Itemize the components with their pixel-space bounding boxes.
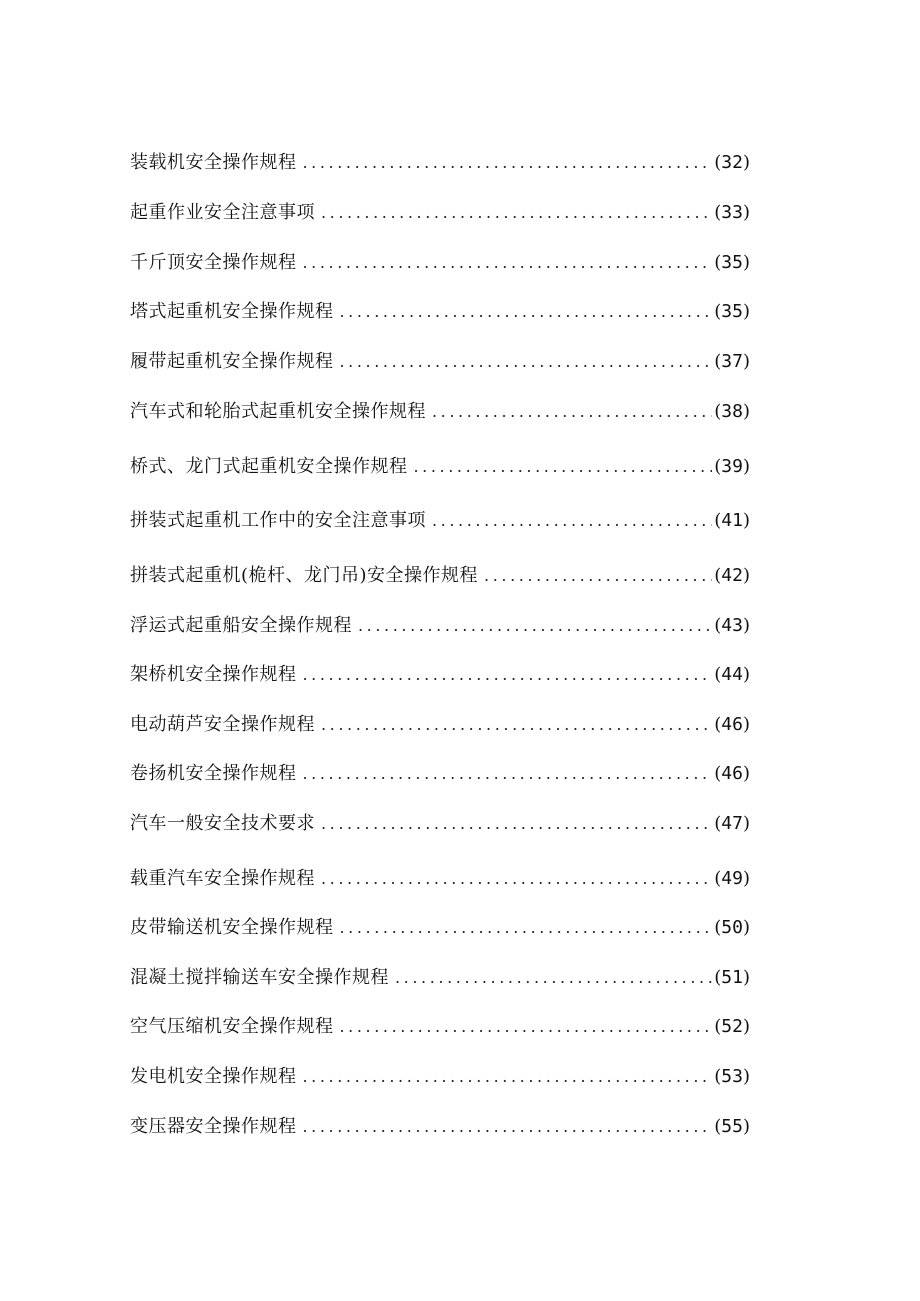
toc-entry-title: 起重作业安全注意事项 — [130, 202, 315, 223]
toc-entry[interactable] — [130, 248, 750, 278]
toc-page-number: 38 — [721, 401, 743, 422]
toc-page-number: 33 — [721, 202, 743, 223]
toc-entry[interactable] — [130, 963, 750, 993]
toc-page-number: 47 — [721, 813, 743, 834]
toc-entry[interactable] — [130, 561, 750, 591]
toc-page-number: 37 — [721, 351, 743, 372]
toc-entry-title: 架桥机安全操作规程 — [130, 664, 297, 685]
toc-page-number: 41 — [721, 510, 743, 531]
toc-entry-page: (52) — [714, 1016, 750, 1037]
toc-entry-page: (55) — [714, 1116, 750, 1137]
toc-entry-title: 卷扬机安全操作规程 — [130, 763, 297, 784]
toc-entry[interactable] — [130, 397, 750, 427]
toc-entry-page: (49) — [714, 868, 750, 889]
toc-dot-leader — [321, 198, 712, 228]
toc-dot-leader — [340, 913, 713, 943]
toc-entry[interactable] — [130, 660, 750, 690]
toc-entry-title: 拼装式起重机(桅杆、龙门吊)安全操作规程 — [130, 565, 479, 586]
toc-page-number: 51 — [721, 967, 743, 988]
toc-dot-leader — [321, 864, 712, 894]
toc-dot-leader — [484, 561, 712, 591]
toc-entry-page: (35) — [714, 252, 750, 273]
toc-dot-leader — [303, 1062, 713, 1092]
toc-entry-title: 桥式、龙门式起重机安全操作规程 — [130, 456, 408, 477]
toc-page-number: 39 — [721, 456, 743, 477]
toc-page-number: 32 — [721, 152, 743, 173]
toc-dot-leader — [303, 759, 713, 789]
toc-dot-leader — [414, 452, 713, 482]
toc-page-number: 43 — [721, 615, 743, 636]
toc-dot-leader — [340, 1012, 713, 1042]
toc-page-number: 35 — [721, 301, 743, 322]
toc-entry-page: (33) — [714, 202, 750, 223]
toc-entry[interactable] — [130, 1012, 750, 1042]
toc-entry-title: 载重汽车安全操作规程 — [130, 868, 315, 889]
toc-entry-title: 拼装式起重机工作中的安全注意事项 — [130, 510, 426, 531]
toc-entry-title: 浮运式起重船安全操作规程 — [130, 615, 352, 636]
toc-entry[interactable] — [130, 759, 750, 789]
toc-entry-title: 发电机安全操作规程 — [130, 1066, 297, 1087]
toc-entry[interactable] — [130, 611, 750, 641]
toc-dot-leader — [303, 248, 713, 278]
toc-entry-page: (38) — [714, 401, 750, 422]
toc-entry-title: 汽车式和轮胎式起重机安全操作规程 — [130, 401, 426, 422]
toc-entry[interactable] — [130, 452, 750, 482]
toc-dot-leader — [358, 611, 712, 641]
toc-entry[interactable] — [130, 913, 750, 943]
toc-entry[interactable] — [130, 148, 750, 178]
toc-page-number: 35 — [721, 252, 743, 273]
toc-dot-leader — [340, 297, 713, 327]
toc-entry-page: (43) — [714, 615, 750, 636]
toc-entry-page: (35) — [714, 301, 750, 322]
toc-entry-page: (32) — [714, 152, 750, 173]
toc-entry[interactable] — [130, 297, 750, 327]
toc-entry[interactable] — [130, 1062, 750, 1092]
toc-entry-title: 装载机安全操作规程 — [130, 152, 297, 173]
toc-dot-leader — [432, 397, 712, 427]
toc-entry-page: (53) — [714, 1066, 750, 1087]
toc-dot-leader — [303, 1112, 713, 1142]
toc-page-number: 55 — [721, 1116, 743, 1137]
toc-page-number: 49 — [721, 868, 743, 889]
toc-entry-title: 变压器安全操作规程 — [130, 1116, 297, 1137]
toc-entry-page: (42) — [714, 565, 750, 586]
toc-page-number: 42 — [721, 565, 743, 586]
toc-dot-leader — [340, 347, 713, 377]
toc-entry-page: (47) — [714, 813, 750, 834]
toc-dot-leader — [321, 710, 712, 740]
toc-entry[interactable] — [130, 710, 750, 740]
toc-entry[interactable] — [130, 864, 750, 894]
toc-entry[interactable] — [130, 198, 750, 228]
toc-entry[interactable] — [130, 506, 750, 536]
toc-entry[interactable] — [130, 809, 750, 839]
toc-entry-title: 混凝土搅拌输送车安全操作规程 — [130, 967, 389, 988]
toc-entry-title: 皮带输送机安全操作规程 — [130, 917, 334, 938]
toc-entry-title: 汽车一般安全技术要求 — [130, 813, 315, 834]
toc-page-number: 52 — [721, 1016, 743, 1037]
toc-page-number: 50 — [721, 917, 743, 938]
toc-entry-title: 塔式起重机安全操作规程 — [130, 301, 334, 322]
toc-entry-page: (46) — [714, 763, 750, 784]
toc-page-number: 44 — [721, 664, 743, 685]
toc-entry[interactable] — [130, 347, 750, 377]
toc-dot-leader — [303, 148, 713, 178]
toc-entry-page: (46) — [714, 714, 750, 735]
toc-entry-page: (51) — [714, 967, 750, 988]
toc-entry-page: (50) — [714, 917, 750, 938]
toc-entry-title: 千斤顶安全操作规程 — [130, 252, 297, 273]
toc-entry-page: (44) — [714, 664, 750, 685]
toc-dot-leader — [395, 963, 712, 993]
toc-dot-leader — [303, 660, 713, 690]
toc-entry-page: (41) — [714, 510, 750, 531]
toc-entry-page: (37) — [714, 351, 750, 372]
toc-dot-leader — [432, 506, 712, 536]
toc-entry-title: 履带起重机安全操作规程 — [130, 351, 334, 372]
toc-dot-leader — [321, 809, 712, 839]
toc-page-number: 46 — [721, 714, 743, 735]
toc-page-number: 53 — [721, 1066, 743, 1087]
toc-page-number: 46 — [721, 763, 743, 784]
toc-entry-title: 电动葫芦安全操作规程 — [130, 714, 315, 735]
toc-entry[interactable] — [130, 1112, 750, 1142]
toc-entry-page: (39) — [714, 456, 750, 477]
toc-entry-title: 空气压缩机安全操作规程 — [130, 1016, 334, 1037]
